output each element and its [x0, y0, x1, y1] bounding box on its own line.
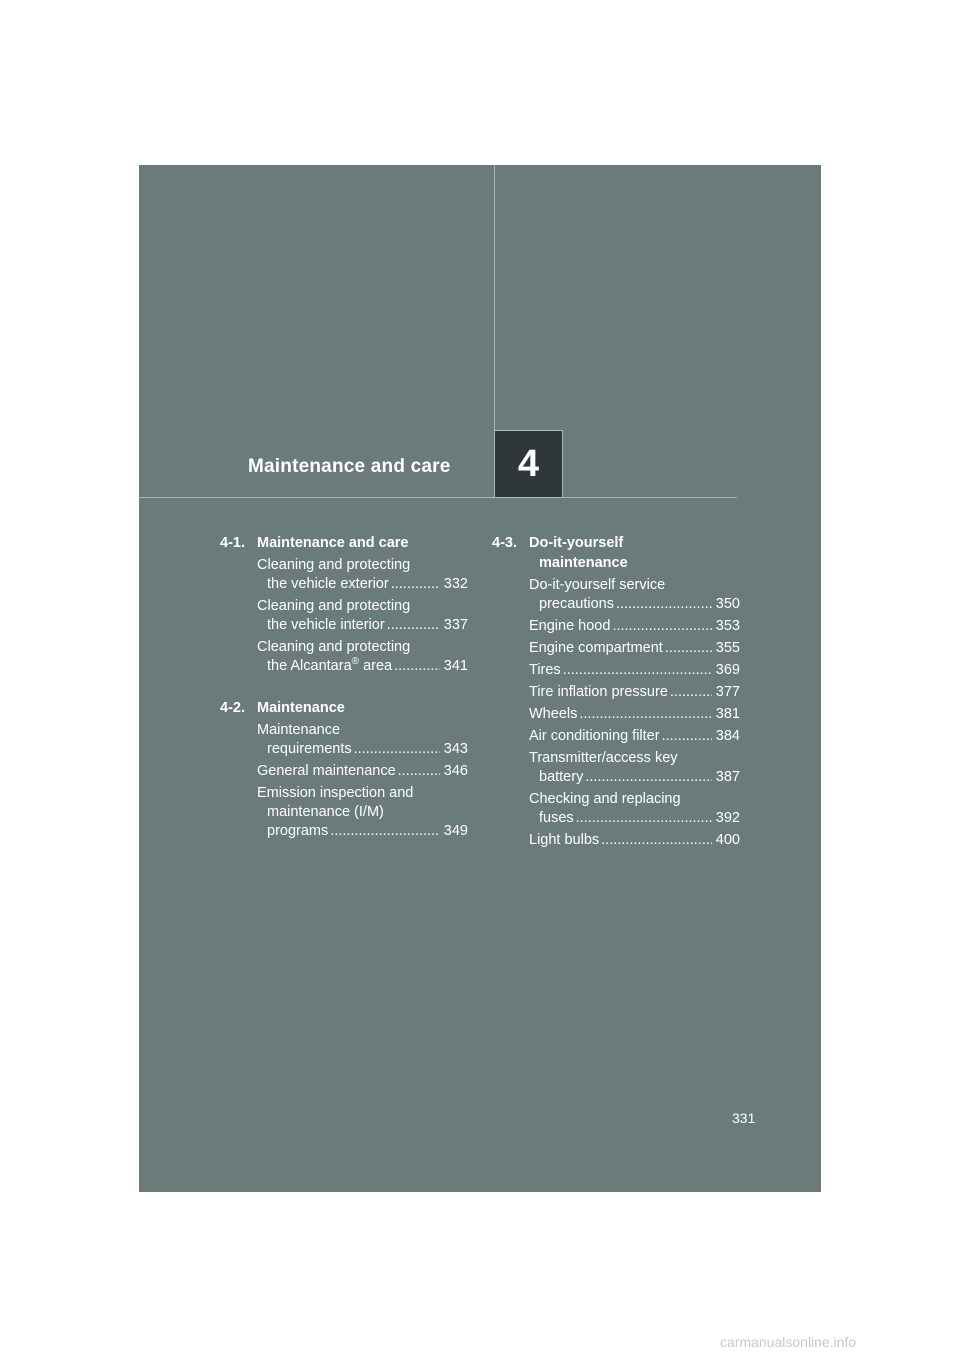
- leader-dots: [563, 661, 712, 680]
- section-heading: [220, 533, 468, 553]
- toc-section-4-1: [220, 533, 468, 676]
- entry-text: Engine hood: [529, 618, 611, 634]
- entry-text: precautions: [539, 596, 614, 612]
- entry-page: 377: [715, 684, 740, 700]
- entry-page: 355: [715, 640, 740, 656]
- entry-text: Do-it-yourself service: [529, 577, 666, 593]
- entry-page: 384: [715, 728, 740, 744]
- entry-text: Cleaning and protecting: [257, 639, 411, 655]
- leader-dots: [394, 657, 440, 676]
- section-heading: [492, 533, 740, 573]
- leader-dots: [670, 683, 712, 702]
- section-title: Do-it-yourself: [529, 535, 624, 551]
- vertical-divider: [494, 165, 495, 430]
- toc-entry-engine-compartment[interactable]: [529, 639, 740, 658]
- toc-entry-alcantara[interactable]: [257, 638, 468, 676]
- entry-text: maintenance (I/M): [267, 804, 384, 820]
- leader-dots: [662, 727, 712, 746]
- section-number: 4-3.: [492, 535, 517, 551]
- entry-text: Checking and replacing: [529, 791, 681, 807]
- entry-page: 343: [443, 741, 468, 757]
- entry-page: 341: [443, 658, 468, 674]
- leader-dots: [579, 705, 711, 724]
- entry-text: Air conditioning filter: [529, 728, 660, 744]
- registered-mark: ®: [351, 656, 360, 668]
- entry-text: programs: [267, 823, 329, 839]
- entry-text-part: area: [363, 658, 393, 674]
- entry-page: 353: [715, 618, 740, 634]
- toc-entry-tires[interactable]: [529, 661, 740, 680]
- entry-text: the vehicle interior: [267, 617, 385, 633]
- toc-entry-requirements[interactable]: [257, 721, 468, 759]
- section-title: Maintenance and care: [257, 535, 409, 551]
- toc-entry-key-battery[interactable]: [529, 749, 740, 787]
- toc-entry-tire-pressure[interactable]: [529, 683, 740, 702]
- toc-entry-precautions[interactable]: [529, 576, 740, 614]
- entry-text: Emission inspection and: [257, 785, 414, 801]
- entry-text: Cleaning and protecting: [257, 557, 411, 573]
- entry-text: battery: [539, 769, 584, 785]
- leader-dots: [612, 617, 711, 636]
- leader-dots: [398, 762, 440, 781]
- chapter-number: 4: [517, 442, 540, 485]
- entry-page: 381: [715, 706, 740, 722]
- entry-page: 392: [715, 810, 740, 826]
- section-title-cont: maintenance: [539, 555, 628, 571]
- toc-entry-light-bulbs[interactable]: [529, 831, 740, 850]
- entry-text: requirements: [267, 741, 352, 757]
- chapter-number-badge: [494, 430, 563, 497]
- leader-dots: [665, 639, 712, 658]
- toc-entry-emission[interactable]: [257, 784, 468, 841]
- toc-entry-ac-filter[interactable]: [529, 727, 740, 746]
- leader-dots: [387, 616, 440, 635]
- entry-text: Cleaning and protecting: [257, 598, 411, 614]
- toc-entry-wheels[interactable]: [529, 705, 740, 724]
- entry-page: 387: [715, 769, 740, 785]
- entry-text: Maintenance: [257, 722, 341, 738]
- entry-page: 349: [443, 823, 468, 839]
- section-title: Maintenance: [257, 700, 345, 716]
- entry-text: Light bulbs: [529, 832, 600, 848]
- entry-text: Transmitter/access key: [529, 750, 678, 766]
- toc-entry-engine-hood[interactable]: [529, 617, 740, 636]
- entry-text: General maintenance: [257, 763, 396, 779]
- toc-column-left: [220, 533, 468, 863]
- toc-entry-fuses[interactable]: [529, 790, 740, 828]
- toc-entry-interior[interactable]: [257, 597, 468, 635]
- entry-page: 369: [715, 662, 740, 678]
- entry-text: [267, 657, 392, 676]
- entry-text: Engine compartment: [529, 640, 663, 656]
- entry-text: Wheels: [529, 706, 578, 722]
- entry-text: Tire inflation pressure: [529, 684, 668, 700]
- leader-dots: [601, 831, 712, 850]
- entry-text: the vehicle exterior: [267, 576, 389, 592]
- section-heading: [220, 698, 468, 718]
- watermark: carmanualsonline.info: [720, 1334, 857, 1350]
- horizontal-divider: [139, 497, 737, 498]
- section-number: 4-2.: [220, 700, 245, 716]
- entry-page: 350: [715, 596, 740, 612]
- toc-section-4-2: [220, 698, 468, 841]
- leader-dots: [585, 768, 711, 787]
- entry-page: 332: [443, 576, 468, 592]
- entry-page: 337: [443, 617, 468, 633]
- leader-dots: [576, 809, 712, 828]
- toc-entry-exterior[interactable]: [257, 556, 468, 594]
- toc-column-right: [492, 533, 740, 872]
- toc-entry-general-maintenance[interactable]: [257, 762, 468, 781]
- entry-text-part: the Alcantara: [267, 658, 352, 674]
- chapter-title: Maintenance and care: [248, 456, 451, 477]
- leader-dots: [391, 575, 440, 594]
- section-number: 4-1.: [220, 535, 245, 551]
- leader-dots: [330, 822, 440, 841]
- entry-page: 346: [443, 763, 468, 779]
- leader-dots: [616, 595, 712, 614]
- entry-text: Tires: [529, 662, 561, 678]
- page-number: 331: [732, 1110, 756, 1126]
- leader-dots: [354, 740, 440, 759]
- toc-section-4-3: [492, 533, 740, 850]
- entry-page: 400: [715, 832, 740, 848]
- entry-text: fuses: [539, 810, 574, 826]
